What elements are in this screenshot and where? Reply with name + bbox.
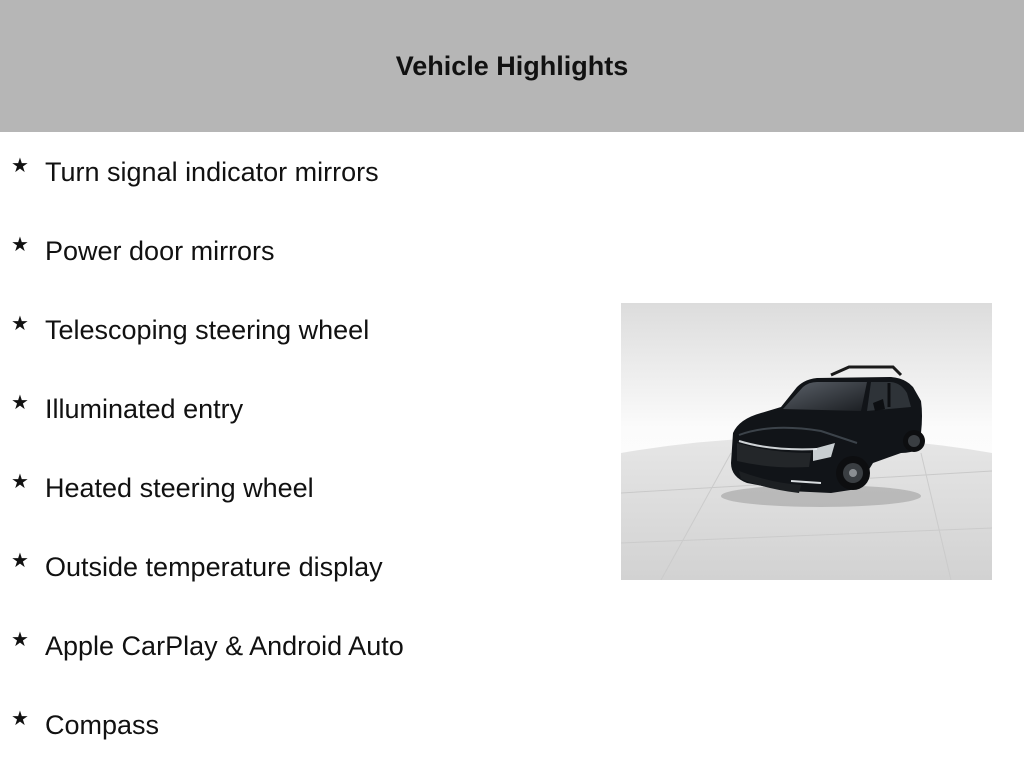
star-icon: ★	[11, 392, 29, 414]
list-item	[0, 527, 600, 606]
list-item	[0, 290, 600, 369]
page-title: Vehicle Highlights	[395, 50, 629, 81]
vehicle-illustration	[621, 303, 992, 580]
star-icon: ★	[11, 234, 29, 256]
feature-label: Power door mirrors	[45, 236, 275, 266]
list-item	[0, 606, 600, 685]
feature-list	[0, 132, 600, 764]
list-item	[0, 685, 600, 764]
feature-label: Outside temperature display	[45, 552, 383, 582]
feature-label: Apple CarPlay & Android Auto	[45, 631, 404, 661]
highlights-header	[0, 0, 1024, 132]
star-icon: ★	[11, 471, 29, 493]
star-icon: ★	[11, 708, 29, 730]
vehicle-photo	[621, 303, 992, 580]
feature-label: Turn signal indicator mirrors	[45, 157, 379, 187]
list-item	[0, 369, 600, 448]
star-icon: ★	[11, 313, 29, 335]
feature-label: Illuminated entry	[45, 394, 244, 424]
feature-label: Telescoping steering wheel	[45, 315, 370, 345]
list-item	[0, 448, 600, 527]
star-icon: ★	[11, 629, 29, 651]
feature-label: Compass	[45, 710, 160, 740]
list-item	[0, 211, 600, 290]
feature-label: Heated steering wheel	[45, 473, 314, 503]
star-icon: ★	[11, 155, 29, 177]
star-icon: ★	[11, 550, 29, 572]
list-item	[0, 132, 600, 211]
